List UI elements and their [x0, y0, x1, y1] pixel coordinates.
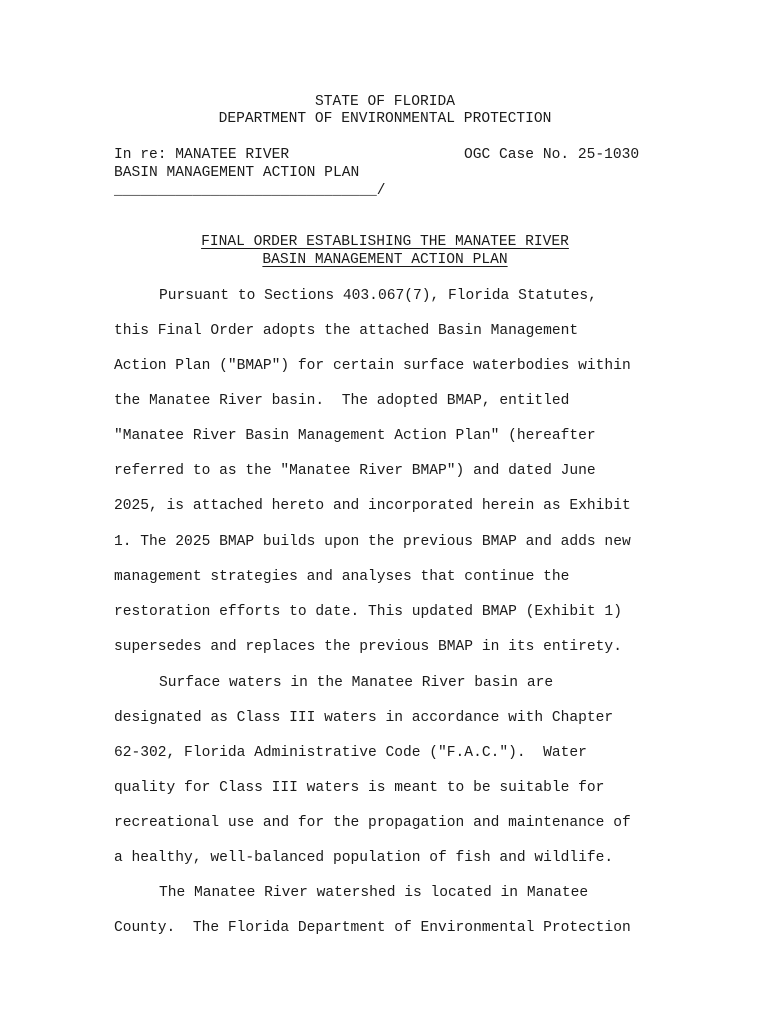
body-line-15: quality for Class III waters is meant to be suitable for — [114, 780, 605, 796]
body-line-1: Pursuant to Sections 403.067(7), Florida Statutes, — [159, 288, 597, 304]
body-line-8: 1. The 2025 BMAP builds upon the previous BMAP and adds new — [114, 534, 631, 550]
body-line-11: supersedes and replaces the previous BMAP in its entirety. — [114, 639, 622, 655]
body-line-14: 62-302, Florida Administrative Code ("F.A.C."). Water — [114, 745, 587, 761]
body-line-7: 2025, is attached hereto and incorporated herein as Exhibit — [114, 498, 631, 514]
body-line-5: "Manatee River Basin Management Action Plan" (hereafter — [114, 428, 596, 444]
caption-rule-line: ______________________________/ — [114, 183, 386, 199]
body-line-6: referred to as the "Manatee River BMAP") and dated June — [114, 463, 596, 479]
body-line-2: this Final Order adopts the attached Basin Management — [114, 323, 579, 339]
case-caption-subject: BASIN MANAGEMENT ACTION PLAN — [114, 165, 360, 181]
body-line-3: Action Plan ("BMAP") for certain surface waterbodies within — [114, 358, 631, 374]
case-caption-in-re: In re: MANATEE RIVER — [114, 147, 290, 163]
body-line-10: restoration efforts to date. This updated BMAP (Exhibit 1) — [114, 604, 622, 620]
body-line-17: a healthy, well-balanced population of fish and wildlife. — [114, 850, 614, 866]
body-line-12: Surface waters in the Manatee River basin are — [159, 675, 554, 691]
body-line-9: management strategies and analyses that continue the — [114, 569, 570, 585]
body-line-4: the Manatee River basin. The adopted BMAP, entitled — [114, 393, 570, 409]
body-line-13: designated as Class III waters in accordance with Chapter — [114, 710, 614, 726]
order-title-line-1: FINAL ORDER ESTABLISHING THE MANATEE RIVER — [201, 234, 569, 250]
header-state: STATE OF FLORIDA — [314, 94, 456, 110]
order-title-line-2: BASIN MANAGEMENT ACTION PLAN — [262, 252, 508, 268]
body-line-19: County. The Florida Department of Environmental Protection — [114, 920, 631, 936]
body-line-16: recreational use and for the propagation and maintenance of — [114, 815, 631, 831]
header-department: DEPARTMENT OF ENVIRONMENTAL PROTECTION — [218, 111, 552, 127]
body-line-18: The Manatee River watershed is located in Manatee — [159, 885, 589, 901]
case-number: OGC Case No. 25-1030 — [464, 147, 640, 163]
